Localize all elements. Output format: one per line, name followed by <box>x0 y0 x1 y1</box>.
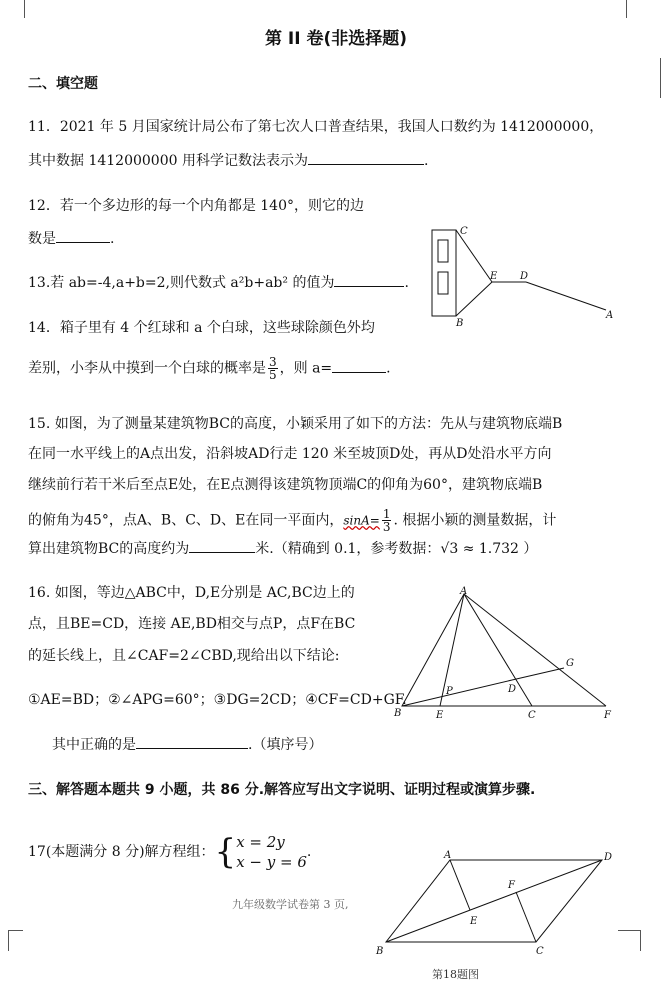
q17-system <box>236 832 307 872</box>
q16-line2: 点，且BE=CD，连接 AE,BD相交与点P，点F在BC <box>28 616 356 632</box>
q13-answer-blank <box>334 272 404 287</box>
q18-figure-caption: 第18题图 <box>432 968 479 981</box>
q18-line-cf <box>516 892 536 942</box>
q16-label-c: C <box>528 710 536 721</box>
q18-label-c: C <box>536 946 544 957</box>
q15-line1: 15. 如图，为了测量某建筑物BC的高度，小颖采用了如下的方法：先从与建筑物底端B <box>28 416 563 432</box>
section-answer-heading: 三、解答题本题共 9 小题，共 86 分.解答应写出文字说明、证明过程或演算步骤. <box>28 782 536 798</box>
q16-label-b: B <box>394 708 402 719</box>
q15-answer-blank <box>189 538 255 553</box>
q16-label-a: A <box>460 586 468 597</box>
q17-equation-1: x = 2y <box>236 833 285 851</box>
q17-line <box>28 832 311 872</box>
q16-label-e: E <box>436 710 444 721</box>
q16-line3: 的延长线上，且∠CAF=2∠CBD,现给出以下结论: <box>28 648 340 664</box>
q13-text: 13.若 ab=-4,a+b=2,则代数式 a²b+ab² 的值为 <box>28 275 335 291</box>
section-fill-in-heading: 二、填空题 <box>28 76 98 92</box>
q15-line5-text-b: 米.（精确到 0.1，参考数据：√3 ≈ 1.732 ） <box>255 541 538 557</box>
page-title: 第 II 卷(非选择题) <box>264 29 408 49</box>
q16-line4: ①AE=BD；②∠APG=60°；③DG=2CD；④CF=CD+GF. <box>28 692 407 708</box>
q15-line4-text: 的俯角为45°，点A、B、C、D、E在同一平面内， <box>28 512 344 529</box>
q12-label-b: B <box>456 318 464 326</box>
q16-figure <box>388 584 628 724</box>
q12-label-c: C <box>460 226 468 237</box>
q12-line-be <box>456 282 492 316</box>
q17-end: . <box>306 844 312 860</box>
q18-label-a: A <box>444 850 452 861</box>
q12-label-a: A <box>606 310 614 321</box>
q15-frac-den: 3 <box>382 520 391 534</box>
q12-answer-blank <box>56 228 110 243</box>
q12-line-da <box>526 282 606 310</box>
q14-frac-num: 3 <box>269 355 277 369</box>
q16-label-p: P <box>446 686 453 697</box>
q16-label-d: D <box>508 684 517 695</box>
q16-label-f: F <box>604 710 611 721</box>
q15-line2: 在同一水平线上的A点出发，沿斜坡AD行走 120 米至坡顶D处，再从D处沿水平方向 <box>28 446 552 462</box>
q12-line-ce <box>456 230 492 282</box>
q11-line2 <box>28 150 428 171</box>
q16-label-g: G <box>566 658 574 669</box>
q13-line <box>28 272 409 293</box>
q12-line2-text: 数是 <box>28 231 56 247</box>
q18-line-ae <box>450 860 470 910</box>
q17-brace: { <box>214 832 237 872</box>
crop-mark-right-bar <box>660 58 661 98</box>
q15-line5-text: 算出建筑物BC的高度约为 <box>28 541 190 557</box>
q15-line3: 继续前行若干米后至点E处，在E点测得该建筑物顶端C的仰角为60°，建筑物底端B <box>28 477 543 493</box>
q14-line2-text: 差别，小李从中摸到一个白球的概率是 <box>28 360 266 377</box>
q18-label-d: D <box>604 852 613 863</box>
q12-line1: 12．若一个多边形的每一个内角都是 140°，则它的边 <box>28 198 364 214</box>
q14-line2 <box>28 356 391 381</box>
q14-end: . <box>386 360 391 377</box>
q15-frac-num: 1 <box>382 507 391 521</box>
q16-line5-text: 其中正确的是 <box>52 737 136 753</box>
q16-line5 <box>52 734 322 755</box>
q15-line4-text-b: . 根据小颖的测量数据，计 <box>393 512 557 529</box>
q16-answer-blank <box>136 734 248 749</box>
q16-line-af <box>464 594 606 706</box>
q12-window-bottom <box>438 272 448 294</box>
q17-equation-2: x − y = 6 <box>236 853 307 871</box>
page-footer: 九年级数学试卷第 3 页, <box>232 898 349 911</box>
q12-line2 <box>28 228 114 249</box>
q16-line1: 16. 如图，等边△ABC中，D,E分别是 AC,BC边上的 <box>28 585 355 601</box>
q18-label-f: F <box>508 880 515 891</box>
crop-mark-top-left <box>24 0 25 18</box>
crop-mark-top-right <box>626 0 627 18</box>
q11-line1: 11．2021 年 5 月国家统计局公布了第七次人口普查结果，我国人口数约为 1412000000， <box>28 119 604 135</box>
q14-answer-blank <box>332 358 386 373</box>
q16-line-bd <box>402 680 512 706</box>
q12-label-d: D <box>520 271 529 282</box>
q11-end: . <box>423 153 429 169</box>
q13-end: . <box>404 275 409 291</box>
q14-frac-den: 5 <box>269 368 277 382</box>
q15-fraction <box>382 508 392 533</box>
q14-line2-text-b: ，则 a= <box>279 360 333 377</box>
q16-line5-text-b: .（填序号） <box>248 737 323 753</box>
q15-sin-a: sinA= <box>343 513 380 528</box>
q12-end: . <box>110 231 115 247</box>
q12-figure <box>420 222 620 326</box>
q12-window-top <box>438 240 448 262</box>
q16-line-dg <box>512 668 564 680</box>
q12-building-outline <box>432 230 456 316</box>
q15-line4 <box>28 508 556 533</box>
q17-text: 17(本题满分 8 分)解方程组： <box>28 844 215 860</box>
q15-line5 <box>28 538 537 559</box>
q18-label-e: E <box>470 916 478 927</box>
q14-line1: 14．箱子里有 4 个红球和 a 个白球，这些球除颜色外均 <box>28 320 375 336</box>
q18-label-b: B <box>376 946 384 957</box>
q18-figure <box>366 846 626 966</box>
q11-answer-blank <box>308 150 424 165</box>
crop-mark-bottom-left <box>8 930 23 951</box>
q12-label-e: E <box>490 271 498 282</box>
q11-line2-text: 其中数据 1412000000 用科学记数法表示为 <box>28 153 308 169</box>
q14-fraction <box>268 356 278 381</box>
